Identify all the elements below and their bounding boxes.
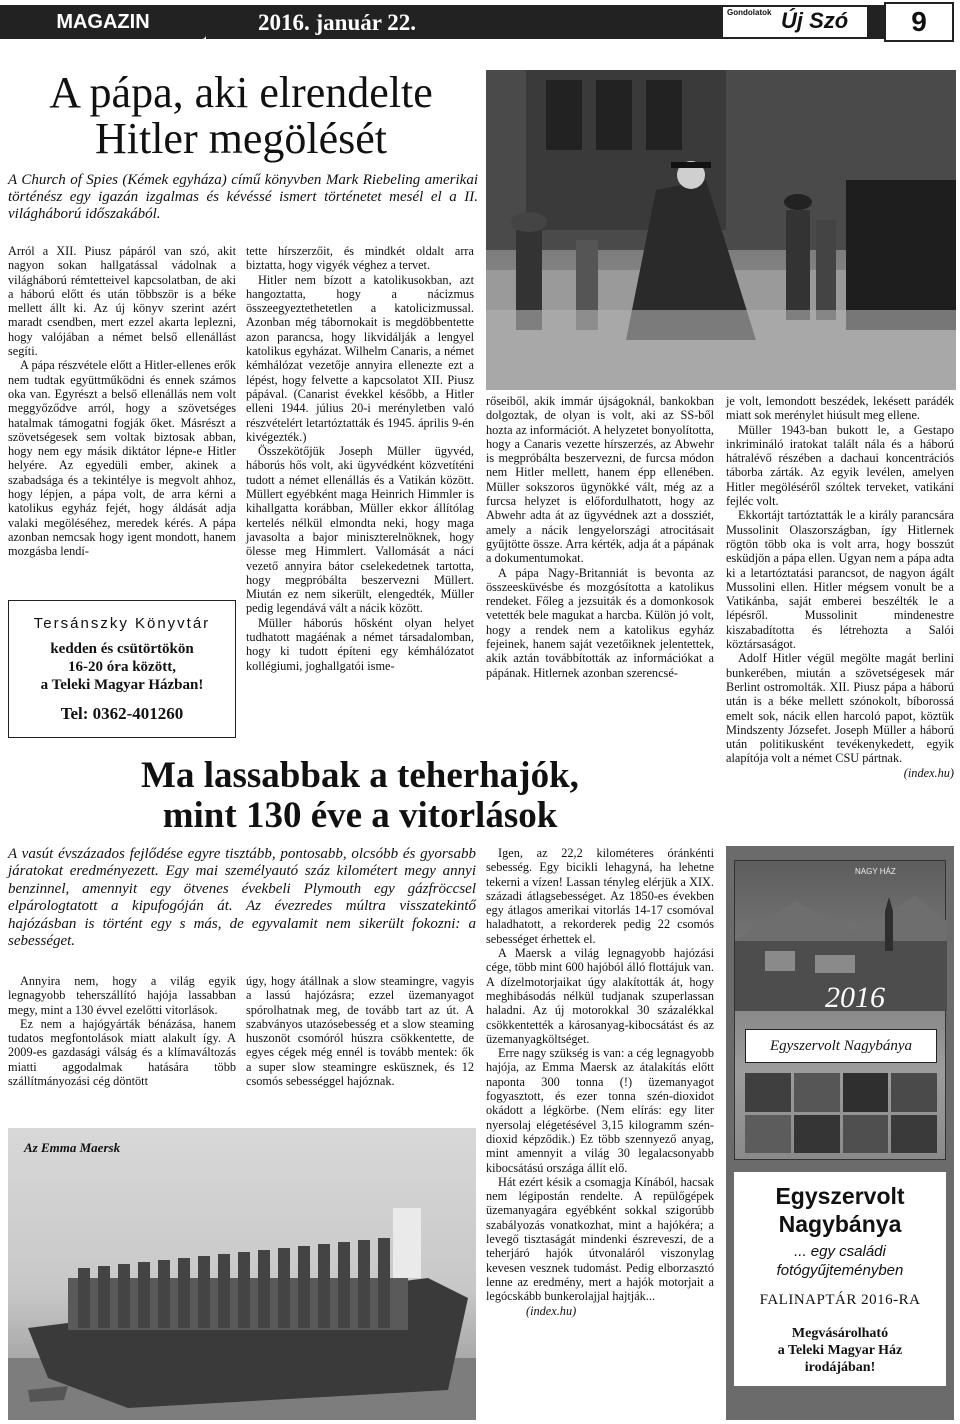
section-label: MAGAZIN [0, 5, 206, 39]
article2-col3-p3: Erre nagy szükség is van: a cég legnagyobb hajója, az Emma Maersk az átalakítás előtt naponta 300 tonna (!) üzemanyagot fogyasztott, és ezer tonna szén-dioxidot okádott a légkörbe. (Nem elírás: egy liter nyersolaj elégetésével 3,15 kilogramm szén-dioxid képződik.) Ez több szennyező anyag, mint amennyit a világ 30 legalacsonyabb kibocsátású országa állít elő. [486, 1046, 714, 1175]
masthead-subtitle: Gondolatok [727, 8, 772, 17]
article2-col1-p2: Ez nem a hajógyárták bénázása, hanem tudatos megfontolások miatt alakult így. A 2009-es gazdasági válság és a klímaváltozás miatti aggodalmak hatására több szállítmányozási cég döntött [8, 1016, 236, 1089]
article2-col3-p2: A Maersk a világ legnagyobb hajózási cége, több mint 600 hajóból álló flottájuk van. A dízelmotorjaikat úgy alakították át, hogy meghibásodás nélkül tudjanak szuperlassan haladni. Az új motorokkal 30 százalékkal csökkentették a károsanyag-kibocsátást és az üzemanyagköltséget. [486, 946, 714, 1046]
masthead-logo [722, 6, 868, 38]
calendar-buy-line3: irodájában! [804, 1360, 876, 1375]
calendar-cover-year: 2016 [825, 981, 885, 1014]
article1-title-line1: A pápa, aki elrendelte [49, 68, 433, 117]
bookstore-line2: 16-20 óra között, [68, 659, 176, 675]
article1-title [0, 70, 482, 162]
article1-col4-p2: Müller 1943-ban bukott le, a Gestapo inkrimináló iratokat talált nála és a háború hátralévő részében a dachaui koncentrációs táborba zárták. Az egyik levélen, amelyen Hitler megöléséről szóltek terveket, vatikáni fejléc volt. [726, 422, 954, 509]
article2-col3-p4: Hát ezért késik a csomagja Kínából, hacsak nem légipostán rendelte. A repülőgépek üzemanyagára egyébként sokkal szigorúbb szabályozás vonatkozhat, mint a hajókéra; a levegő tisztaságát mindenki észreveszi, de a teherjáró hajók útvonaláról viszonylag kevesen vesznek tudomást. Pedig elborzasztó lenne az eredmény, mert a hajók motorjait a legócskább bunkerolajjal hajtják... [486, 1174, 714, 1304]
ship-photo [8, 1128, 476, 1420]
calendar-subtitle-line1: ... egy családi [794, 1243, 886, 1260]
calendar-cover-title: Egyszervolt Nagybánya [745, 1029, 937, 1063]
article2-col1-p1: Annyira nem, hogy a világ egyik legnagyobb teherszállító hajója lassabban megy, mint a 130 évvel ezelőtti vitorlások. [8, 974, 236, 1017]
article1-column2 [246, 244, 474, 673]
pope-photo [486, 70, 956, 390]
article1-col2-p3: Összekötőjük Joseph Müller ügyvéd, háborús hős volt, aki ügyvédként közvetíténi tudott a német ellenállás és a Vatikán között. Müllert egyébként maga Heinrich Himmler is kihallgatta korábban, Müller ekkor állítólag kertelés nélkül elmondta neki, hogy maga javasolta a bajor miniszterelnöknek, hogy ölesse meg Himmlert. Vallomását a náci vezető annyira bátor cselekedetnek tartotta, hogy megpróbálta beszervezni Müllert. Miután ez nem sikerült, elengedték, Müller pedig legendává vált a nácik között. [246, 444, 474, 616]
calendar-buy-line2: a Teleki Magyar Ház [777, 1343, 903, 1358]
calendar-buy-line1: Megvásárolható [791, 1326, 889, 1341]
page-header [0, 0, 960, 44]
masthead-title: Új Szó [781, 8, 849, 33]
ship-illustration [8, 1128, 476, 1420]
calendar-text-box [734, 1172, 946, 1386]
calendar-subtitle-line2: fotógyűjteményben [776, 1262, 904, 1279]
article1-col2-p1: tette hírszerzőit, és mindkét oldalt arra biztatta, hogy vigyék véghez a tervet. [246, 244, 474, 273]
calendar-cover [734, 860, 946, 1160]
calendar-ad [726, 846, 954, 1420]
article2-source: (index.hu) [526, 1303, 577, 1318]
article1-col3-p2: A pápa Nagy-Britanniát is bevonta az összeesküvésbe és mozgósította a katolikus rendeket. Főleg a jezsuiták és a domonkosok vetették bele magukat a harcba. Külön jó volt, hogy a rendek nem a katolikus egyház fejeinek, hanem saját vezetőiknek jelentettek, akik aztán továbbították az információkat a pápának. Hitlernek azonban szerencsé- [486, 565, 714, 680]
article1-col1-p2: A pápa részvétele előtt a Hitler-ellenes erők nem tudtak együttműködni és ennek számos oka van. Egyrészt a belső ellenállás nem volt meggyőződve arról, hogy a szövetséges hatalmak támogatni fogják őket. Másrészt a szövetségesek sem voltak biztosak abban, hogy nem egy másik diktátor lépne-e Hitler helyére. Az egyedüli ember, akinek a szabadsága és a tekintélye is megvolt ahhoz, hogy lépjen, a pápa volt, de arra kérni a katolikus egyház fejét, hogy áldását adja valaki megöléséhez, meredek kérés. A pápa azonban nemcsak hogy igent mondott, hanem mozgásba lendí- [8, 358, 236, 559]
article1-column3 [486, 394, 714, 680]
bookstore-phone: Tel: 0362-401260 [60, 704, 184, 723]
article1-column1 [8, 244, 236, 559]
article2-lead: A vasút évszázados fejlődése egyre tisztább, pontosabb, olcsóbb és gyorsabb járatokat eredményezett. Egy mai személyautó száz kilométert megy annyi benzinnel, amennyit egy ötvenes évekbeli Plymouth egy gázfröccsel elpárologtatott a kipufogóján át. Az évezredes múltra visszatekintő hajózásban is történt egy s más, de egyvalamit nem sikerült fokozni: a sebességet. [8, 846, 476, 950]
article1-source: (index.hu) [903, 765, 954, 780]
article1-title-line2: Hitler megölését [94, 114, 387, 163]
article1-col4-p4: Adolf Hitler végül megölte magát berlini bunkerében, miután a szövetségesek már Berlint ostromolták. XII. Piusz pápa a háború után is a béke mellett szónokolt, bíborossá emelt sok, nácik ellen harcoló papot, köztük Mindszenty Józsefet. Joseph Müller a háború után politikusként tevékenykedett, egyik alapítója volt a német CSU pártnak. [726, 651, 954, 766]
page-number: 9 [884, 2, 954, 42]
calendar-product: FALINAPTÁR 2016-RA [759, 1292, 921, 1308]
calendar-title-line1: Egyszervolt [775, 1183, 905, 1209]
calendar-title-line2: Nagybánya [778, 1211, 902, 1237]
article1-col1-p1: Arról a XII. Piusz pápáról van szó, akit nagyon sokan hallgatással vádolnak a világháború rémtetteivel kapcsolatban, de aki a háború előtt és után többször is a béke mellett állt ki. Az új könyv szerint azért maradt csendben, mert ezzel akarta leplezni, hogy valójában a német belső ellenállást segíti. [8, 244, 236, 359]
article2-title-line2: mint 130 éve a vitorlások [162, 795, 558, 836]
bookstore-line1: kedden és csütörtökön [50, 641, 194, 657]
article2-col2-p1: úgy, hogy átállnak a slow steamingre, vagyis a lassú hajózásra; ezzel üzemanyagot spórolhatnak meg, de tovább tart az út. A szabványos utazósebesség et a slow steaming huszonöt csomóról húszra csökkentette, de egyes cégek még ennél is tovább mentek: ők a super slow steamingre esküsznek, és 12 csomós sebességgel hajóznak. [246, 974, 474, 1089]
article1-col4-p3: Ekkortájt tartóztatták le a király parancsára Mussolinit Olaszországban, így Hitlernek rögtön több oka is volt arra, hogy bosszút esküdjön a pápa ellen. Ugyan nem a pápa adta ki a letartóztatási parancsot, de nagyon ágált Mussolini ellen. Hitler mégsem vonult be a Vatikánba, saját emberei beszélték le a lépésről. Mussolinit mindenestre kiszabadította és létrehozta a Salói köztársaságot. [726, 508, 954, 652]
article1-col2-p4: Müller háborús hősként olyan helyet tudhatott magáénak a német társadalomban, hogy ki tudott építeni egy kémhálózatot kollégiumi, joghallgatói isme- [246, 615, 474, 673]
bookstore-line3: a Teleki Magyar Házban! [40, 677, 204, 693]
calendar-cover-top: NAGY HÁZ [855, 867, 896, 876]
calendar-cover-thumbs [745, 1073, 937, 1153]
article2-column3 [486, 846, 714, 1318]
article2-title-line1: Ma lassabbak a teherhajók, [141, 755, 579, 796]
article2-col3-p1: Igen, az 22,2 kilométeres óránkénti sebesség. Egy bicikli lehagyná, ha lehetne tekerni a vízen! Lassan tényleg elérjük a XIX. századi átlagsebességet. Az 1850-es években egy átlagos amerikai vitorlás 14-17 csomóval haladhatott, a rekorderek pedig 22 csomós sebességet érhettek el. [486, 846, 714, 946]
bookstore-ad [8, 600, 236, 738]
article1-col4-p1: je volt, lemondott beszédek, lekésett parádék miatt sok merénylet hiúsult meg ellene. [726, 394, 954, 423]
article2-title [70, 756, 650, 836]
article1-col3-p1: rőseiből, akik immár újságoknál, bankokban dolgoztak, de olyan is volt, aki az SS-ből hozta az információt. A helyzetet bonyolította, hogy a Canaris vezette hírszerzés, az Abwehr is megpróbálta beszervezni, de furcsa módon nem Hitler mellett, hanem épp ellenében. Müller sokszoros ügynökké vált, még az a furcsa helyzet is előfordulhatott, hogy az Abwehr adta át az ügyvédnek azt a dossziét, amely a nácik lengyelországi atrocitásait gyűjtötte össze. Arra kérték, adja át a pápának a dokumentumokat. [486, 394, 714, 566]
article1-lead: A Church of Spies (Kémek egyháza) című könyvben Mark Riebeling amerikai történész egy igazán izgalmas és kévéssé ismert történetet mesél el a II. világháború időszakából. [8, 172, 478, 222]
article2-column2 [246, 974, 474, 1088]
article2-column1 [8, 974, 236, 1088]
article1-column4 [726, 394, 954, 780]
bookstore-name: Tersánszky Könyvtár [33, 615, 211, 632]
article1-col2-p2: Hitler nem bízott a katolikusokban, azt hangoztatta, hogy a nácizmus összeegyeztethetetlen a katolicizmussal. Azonban még tábornokait is megdöbbentette azon parancsa, hogy likvidálják a lengyel katolikus egyházat. Wilhelm Canaris, a német kémhálózat vezetője annyira ellenezte ezt a lépést, hogy felvette a kapcsolatot XII. Piusz pápával. (Canarist évekkel később, a Hitler elleni 1944. július 20-i merényletben való részvételért letartóztatták és 1945. április 9-én kivégezték.) [246, 272, 474, 444]
ship-photo-caption: Az Emma Maersk [24, 1140, 121, 1155]
pope-photo-illustration [486, 70, 956, 390]
issue-date: 2016. január 22. [258, 10, 417, 35]
